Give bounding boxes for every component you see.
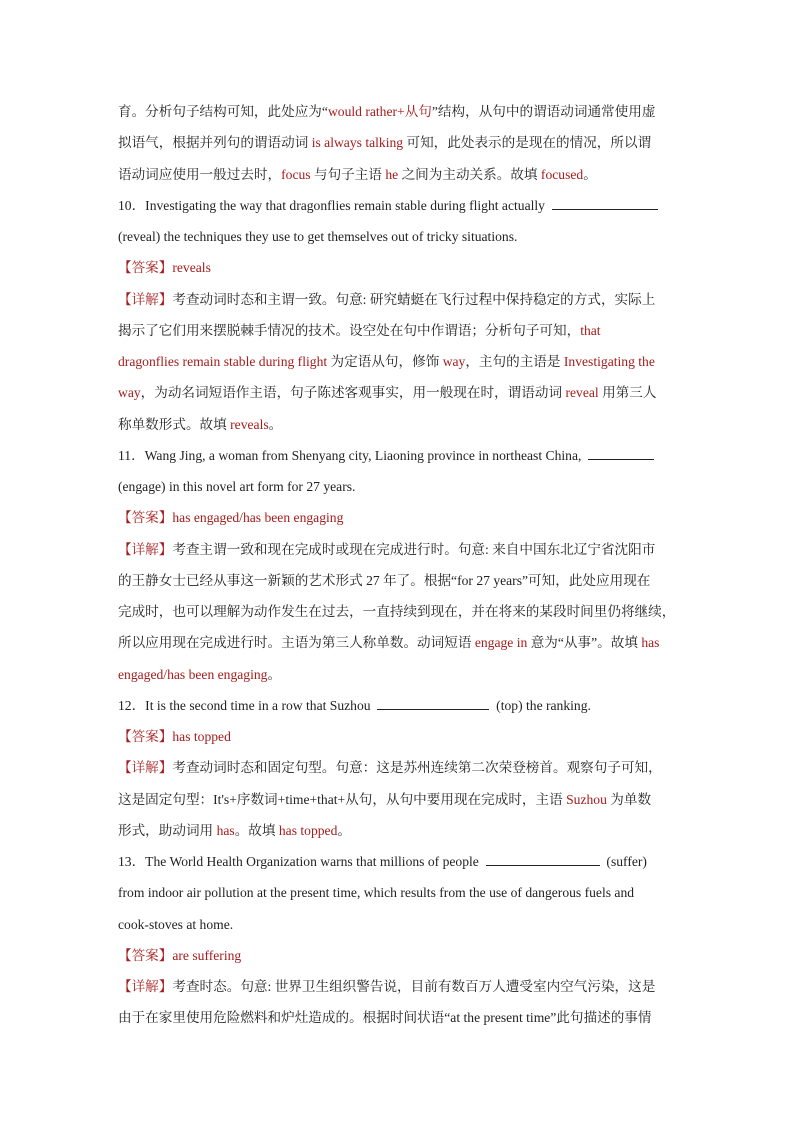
q11-question-line-2: (engage) in this novel art form for 27 years.	[118, 479, 356, 494]
q11-detail-line-3: 完成时，也可以理解为动作发生在过去，一直持续到现在，并在将来的某段时间里仍将继续，	[118, 604, 676, 619]
q12-detail-line-3: 形式，助动词用 has。故填 has topped。	[118, 822, 351, 838]
intro-line-2: 拟语气，根据并列句的谓语动词 is always talking 可知，此处表示的是现在的情况，所以谓	[118, 135, 652, 151]
document-page	[118, 96, 678, 1034]
q10-detail-line-1: 【详解】考查动词时态和主谓一致。句意: 研究蜻蜓在飞行过程中保持稳定的方式，实际上	[118, 291, 656, 307]
q11-answer: 【答案】has engaged/has been engaging	[118, 510, 344, 526]
q10-detail-line-2: 揭示了它们用来摆脱棘手情况的技术。设空处在句中作谓语；分析句子可知，that	[118, 322, 601, 338]
q13-question-line-2: from indoor air pollution at the present time, which results from the use of dangerous fuels and	[118, 885, 635, 901]
q12-detail-line-1: 【详解】考查动词时态和固定句型。句意：这是苏州连续第二次荣登榜首。观察句子可知，	[118, 760, 662, 776]
q10-detail-line-4: way，为动名词短语作主语，句子陈述客观事实，用一般现在时，谓语动词 reveal 用第三人	[118, 385, 657, 401]
q13-answer: 【答案】are suffering	[118, 947, 242, 963]
q13-detail-line-1: 【详解】考查时态。句意: 世界卫生组织警告说，目前有数百万人遭受室内空气污染，这是	[118, 979, 656, 994]
intro-line-1: 育。分析句子结构可知，此处应为“would rather+从句”结构，从句中的谓语动词通常使用虚	[118, 104, 656, 119]
intro-line-3: 语动词应使用一般过去时，focus 与句子主语 he 之间为主动关系。故填 focused。	[118, 166, 597, 182]
q11-detail-line-5: engaged/has been engaging。	[118, 666, 282, 682]
q11-blank[interactable]	[588, 447, 654, 460]
q10-question-line-1: 10．Investigating the way that dragonflies remain stable during flight actually	[118, 190, 678, 221]
q13-question-line-1: 13．The World Health Organization warns that millions of people (suffer)	[118, 854, 647, 869]
q11-detail-line-4: 所以应用现在完成进行时。主语为第三人称单数。动词短语 engage in 意为“从事”。故填 has	[118, 635, 660, 651]
q13-blank[interactable]	[486, 853, 600, 866]
q12-blank[interactable]	[377, 697, 489, 710]
q11-detail-line-2: 的王静女士已经从事这一新颖的艺术形式 27 年了。根据“for 27 years”可知，此处应用现在	[118, 572, 651, 588]
q12-detail-line-2: 这是固定句型：It's+序数词+time+that+从句，从句中要用现在完成时，主语 Suzhou 为单数	[118, 791, 652, 807]
q10-answer: 【答案】reveals	[118, 260, 211, 276]
q13-detail-line-2: 由于在家里使用危险燃料和炉灶造成的。根据时间状语“at the present time”此句描述的事情	[118, 1010, 652, 1026]
q11-detail-line-1: 【详解】考查主谓一致和现在完成时或现在完成进行时。句意: 来自中国东北辽宁省沈阳市	[118, 541, 656, 557]
q10-detail-line-5: 称单数形式。故填 reveals。	[118, 416, 283, 432]
q10-blank[interactable]	[552, 197, 658, 210]
q10-detail-line-3: dragonflies remain stable during flight 为定语从句，修饰 way，主句的主语是 Investigating the	[118, 354, 655, 369]
q11-question-line-1: 11．Wang Jing, a woman from Shenyang city, Liaoning province in northeast China,	[118, 440, 678, 471]
q13-question-line-3: cook-stoves at home.	[118, 916, 234, 932]
q12-answer: 【答案】has topped	[118, 729, 231, 744]
q10-question-line-2: (reveal) the techniques they use to get themselves out of tricky situations.	[118, 229, 518, 244]
q12-question-line-1: 12．It is the second time in a row that Suzhou (top) the ranking.	[118, 697, 591, 713]
